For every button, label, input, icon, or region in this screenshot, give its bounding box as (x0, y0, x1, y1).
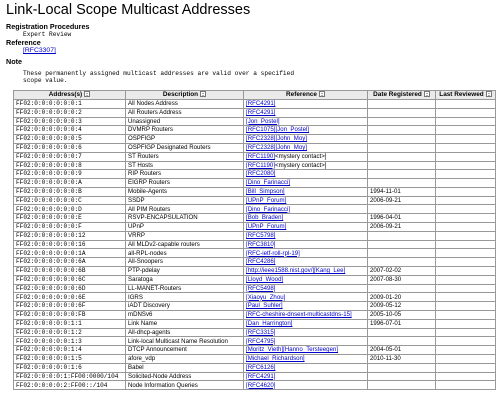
date-registered-cell: 2006-09-21 (368, 223, 436, 232)
reference-cell (244, 363, 368, 372)
table-row (14, 117, 496, 126)
reference-cell (244, 372, 368, 381)
address-cell: FF02:0:0:0:0:0:0:2 (14, 108, 126, 117)
last-reviewed-cell (436, 249, 496, 258)
last-reviewed-cell (436, 337, 496, 346)
address-cell: FF02:0:0:0:0:0:0:5 (14, 135, 126, 144)
table-row (14, 284, 496, 293)
registration-value: Expert Review (23, 31, 72, 39)
description-cell: VRRP (126, 231, 244, 240)
description-cell: All Routers Address (126, 108, 244, 117)
date-registered-cell: 2006-09-21 (368, 196, 436, 205)
address-cell: FF02:0:0:0:0:0:0:6B (14, 267, 126, 276)
table-row (14, 249, 496, 258)
sort-icon[interactable] (200, 91, 206, 97)
reference-link[interactable]: [John_Moy] (275, 144, 307, 151)
description-cell: All Nodes Address (126, 99, 244, 108)
table-row (14, 170, 496, 179)
table-row (14, 187, 496, 196)
reference-cell (244, 249, 368, 258)
reference-link[interactable]: [RFC6126] (246, 363, 276, 371)
note-label: Note (6, 57, 22, 67)
date-registered-cell: 2007-02-02 (368, 267, 436, 276)
registration-label: Registration Procedures (6, 22, 90, 31)
reference-cell (244, 355, 368, 364)
description-cell: ST Routers (126, 152, 244, 161)
description-cell: EIGRP Routers (126, 179, 244, 188)
last-reviewed-cell (436, 99, 496, 108)
reference-link[interactable]: [Dino_Farinacci] (246, 179, 291, 187)
last-reviewed-cell (436, 135, 496, 144)
reference-cell (244, 99, 368, 108)
table-row (14, 267, 496, 276)
address-cell: FF02:0:0:0:0:0:0:16 (14, 240, 126, 249)
table-row (14, 143, 496, 152)
date-registered-cell (368, 117, 436, 126)
reference-link[interactable]: [RFC2080] (246, 170, 276, 178)
last-reviewed-cell (436, 143, 496, 152)
description-cell: iADT Discovery (126, 302, 244, 311)
column-header-date-registered[interactable]: Date Registered (368, 91, 436, 100)
date-registered-cell: 1994-11-01 (368, 187, 436, 196)
last-reviewed-cell (436, 152, 496, 161)
reference-cell (244, 346, 368, 355)
date-registered-cell (368, 381, 436, 390)
address-cell: FF02:0:0:0:0:0:0:1A (14, 249, 126, 258)
reference-cell (244, 258, 368, 267)
reference-link[interactable]: [John_Moy] (275, 135, 307, 143)
reference-cell (244, 126, 368, 135)
table-row (14, 161, 496, 170)
description-cell: LL-MANET-Routers (126, 284, 244, 293)
reference-link[interactable]: [Bill_Simpson] (246, 187, 285, 195)
description-cell: Mobile-Agents (126, 187, 244, 196)
registry-table (13, 90, 496, 390)
table-row (14, 337, 496, 346)
date-registered-cell: 2009-01-20 (368, 293, 436, 302)
last-reviewed-cell (436, 363, 496, 372)
sort-icon[interactable] (84, 91, 90, 97)
last-reviewed-cell (436, 355, 496, 364)
description-cell: All-Snoopers (126, 258, 244, 267)
table-row (14, 311, 496, 320)
column-header-address[interactable]: Address(s) (14, 91, 126, 100)
address-cell: FF02:0:0:0:0:0:1:2 (14, 328, 126, 337)
reference-cell (244, 214, 368, 223)
reference-link[interactable]: [Paul_Suhler] (246, 302, 283, 310)
address-cell: FF02:0:0:0:0:0:0:FB (14, 311, 126, 320)
table-row (14, 372, 496, 381)
column-header-description[interactable]: Description (126, 91, 244, 100)
reference-cell (244, 205, 368, 214)
sort-icon[interactable] (424, 91, 430, 97)
reference-link[interactable]: [Moritz_Vieth] (246, 346, 284, 354)
table-row (14, 275, 496, 284)
column-header-last-reviewed[interactable]: Last Reviewed (436, 91, 496, 100)
reference-link[interactable]: [Kang_Lee] (314, 267, 346, 275)
address-cell: FF02:0:0:0:0:0:0:A (14, 179, 126, 188)
reference-link[interactable]: [http://ieee1588.nist.gov/] (246, 267, 315, 275)
address-cell: FF02:0:0:0:0:0:0:6 (14, 143, 126, 152)
reference-cell (244, 170, 368, 179)
description-cell: All MLDv2-capable routers (126, 240, 244, 249)
description-cell: All-dhcp-agents (126, 328, 244, 337)
last-reviewed-cell (436, 275, 496, 284)
last-reviewed-cell (436, 240, 496, 249)
description-cell: UPnP (126, 223, 244, 232)
reference-cell (244, 196, 368, 205)
note-line-2: scope value. (23, 76, 68, 84)
date-registered-cell: 2005-10-05 (368, 311, 436, 320)
date-registered-cell (368, 284, 436, 293)
reference-cell (244, 337, 368, 346)
date-registered-cell: 1996-04-01 (368, 214, 436, 223)
reference-cell (244, 311, 368, 320)
reference-cell (244, 179, 368, 188)
table-row (14, 205, 496, 214)
reference-link[interactable]: [RFC4291] (246, 372, 276, 380)
description-cell: DTCP Announcement (126, 346, 244, 355)
description-cell: OSPFIGP (126, 135, 244, 144)
reference-link[interactable]: [RFC1190] (246, 152, 276, 160)
table-body (14, 99, 496, 389)
address-cell: FF02:0:0:0:0:0:0:B (14, 187, 126, 196)
last-reviewed-cell (436, 284, 496, 293)
date-registered-cell (368, 161, 436, 170)
last-reviewed-cell (436, 196, 496, 205)
reference-link[interactable]: [RFC4286] (246, 258, 276, 266)
description-cell: afore_vdp (126, 355, 244, 364)
table-row (14, 328, 496, 337)
address-cell: FF02:0:0:0:0:0:0:6D (14, 284, 126, 293)
table-row (14, 135, 496, 144)
table-row (14, 179, 496, 188)
address-cell: FF02:0:0:0:0:0:0:9 (14, 170, 126, 179)
last-reviewed-cell (436, 267, 496, 276)
reference-cell (244, 143, 368, 152)
last-reviewed-cell (436, 214, 496, 223)
last-reviewed-cell (436, 223, 496, 232)
table-row (14, 293, 496, 302)
address-cell: FF02:0:0:0:0:0:0:3 (14, 117, 126, 126)
last-reviewed-cell (436, 258, 496, 267)
date-registered-cell (368, 328, 436, 337)
address-cell: FF02:0:0:0:0:0:1:1 (14, 319, 126, 328)
date-registered-cell (368, 135, 436, 144)
address-cell: FF02:0:0:0:0:0:0:D (14, 205, 126, 214)
description-cell: IGRS (126, 293, 244, 302)
reference-cell (244, 187, 368, 196)
table-row (14, 99, 496, 108)
description-cell: Link Name (126, 319, 244, 328)
last-reviewed-cell (436, 372, 496, 381)
address-cell: FF02:0:0:0:0:0:1:5 (14, 355, 126, 364)
reference-link[interactable]: [RFC-ietf-roll-rpl-19] (246, 249, 300, 257)
sort-icon[interactable] (319, 91, 325, 97)
date-registered-cell: 2009-05-12 (368, 302, 436, 311)
last-reviewed-cell (436, 302, 496, 311)
table-row (14, 223, 496, 232)
last-reviewed-cell (436, 231, 496, 240)
reference-cell (244, 267, 368, 276)
table-row (14, 152, 496, 161)
date-registered-cell: 1996-07-01 (368, 319, 436, 328)
table-row (14, 319, 496, 328)
address-cell: FF02:0:0:0:0:0:1:4 (14, 346, 126, 355)
date-registered-cell (368, 249, 436, 258)
last-reviewed-cell (436, 311, 496, 320)
date-registered-cell: 2004-05-01 (368, 346, 436, 355)
date-registered-cell (368, 258, 436, 267)
sort-icon[interactable] (486, 91, 492, 97)
table-row (14, 355, 496, 364)
description-cell: RSVP-ENCAPSULATION (126, 214, 244, 223)
reference-cell (244, 275, 368, 284)
reference-cell (244, 328, 368, 337)
reference-cell (244, 293, 368, 302)
reference-link[interactable]: [RFC4620] (246, 381, 276, 389)
reference-link[interactable]: [UPnP_Forum] (246, 223, 287, 231)
description-cell: Node Information Queries (126, 381, 244, 390)
reference-link[interactable]: [Xiaoyu_Zhou] (246, 293, 286, 301)
description-cell: PTP-pdelay (126, 267, 244, 276)
reference-cell (244, 135, 368, 144)
address-cell: FF02:0:0:0:0:0:0:12 (14, 231, 126, 240)
reference-link[interactable]: [Dino_Farinacci] (246, 205, 291, 213)
page-title: Link-Local Scope Multicast Addresses (6, 2, 251, 18)
date-registered-cell (368, 337, 436, 346)
date-registered-cell: 2007-08-30 (368, 275, 436, 284)
reference-link[interactable]: [RFC4291] (246, 108, 276, 116)
table-row (14, 363, 496, 372)
reference-link[interactable]: [RFC3307] (23, 47, 56, 55)
last-reviewed-cell (436, 187, 496, 196)
description-cell: RIP Routers (126, 170, 244, 179)
reference-cell (244, 302, 368, 311)
date-registered-cell (368, 179, 436, 188)
reference-label: Reference (6, 37, 41, 47)
reference-link[interactable]: [RFC4795] (246, 337, 276, 345)
address-cell: FF02:0:0:0:0:0:0:6F (14, 302, 126, 311)
reference-cell (244, 231, 368, 240)
address-cell: FF02:0:0:0:0:2:FF00::/104 (14, 381, 126, 390)
last-reviewed-cell (436, 205, 496, 214)
reference-cell (244, 108, 368, 117)
address-cell: FF02:0:0:0:0:0:1:3 (14, 337, 126, 346)
reference-link[interactable]: [RFC1075] (246, 126, 276, 134)
reference-link[interactable]: [RFC-cheshire-dnsext-multicastdns-15] (246, 311, 352, 319)
last-reviewed-cell (436, 170, 496, 179)
column-header-reference[interactable]: Reference (244, 91, 368, 100)
last-reviewed-cell (436, 179, 496, 188)
description-cell: ST Hosts (126, 161, 244, 170)
table-row (14, 346, 496, 355)
date-registered-cell (368, 99, 436, 108)
address-cell: FF02:0:0:0:0:0:1:6 (14, 363, 126, 372)
date-registered-cell (368, 170, 436, 179)
last-reviewed-cell (436, 126, 496, 135)
date-registered-cell: 2010-11-30 (368, 355, 436, 364)
reference-link[interactable]: [RFC5798] (246, 231, 276, 239)
date-registered-cell (368, 108, 436, 117)
date-registered-cell (368, 152, 436, 161)
address-cell: FF02:0:0:0:0:0:0:8 (14, 161, 126, 170)
description-cell: SSDP (126, 196, 244, 205)
table-row (14, 258, 496, 267)
table-row (14, 302, 496, 311)
table-row (14, 108, 496, 117)
table-row (14, 126, 496, 135)
table-header-row (14, 91, 496, 100)
reference-link[interactable]: [Dan_Harrington] (246, 319, 293, 327)
reference-link[interactable]: [RFC4291] (246, 100, 276, 108)
date-registered-cell (368, 363, 436, 372)
reference-link[interactable]: [Michael_Richardson] (246, 355, 305, 363)
address-cell: FF02:0:0:0:0:0:0:4 (14, 126, 126, 135)
description-cell: Saratoga (126, 275, 244, 284)
description-cell: mDNSv6 (126, 311, 244, 320)
date-registered-cell (368, 126, 436, 135)
address-cell: FF02:0:0:0:0:0:0:1 (14, 99, 126, 108)
last-reviewed-cell (436, 346, 496, 355)
description-cell: Solicited-Node Address (126, 372, 244, 381)
last-reviewed-cell (436, 381, 496, 390)
address-cell: FF02:0:0:0:0:0:0:6C (14, 275, 126, 284)
reference-link[interactable]: [RFC1190] (246, 161, 276, 169)
date-registered-cell (368, 143, 436, 152)
reference-contact-text: <mystery contact>] (275, 152, 327, 160)
date-registered-cell (368, 372, 436, 381)
table-row (14, 231, 496, 240)
last-reviewed-cell (436, 161, 496, 170)
description-cell: OSPFIGP Designated Routers (126, 143, 244, 152)
address-cell: FF02:0:0:0:0:0:0:6E (14, 293, 126, 302)
address-cell: FF02:0:0:0:0:0:0:6A (14, 258, 126, 267)
reference-link[interactable]: [Bob_Braden] (246, 214, 284, 222)
reference-contact-text: <mystery contact>] (275, 161, 327, 169)
description-cell: All PIM Routers (126, 205, 244, 214)
reference-link[interactable]: [RFC2328] (246, 144, 276, 151)
last-reviewed-cell (436, 117, 496, 126)
date-registered-cell (368, 231, 436, 240)
last-reviewed-cell (436, 319, 496, 328)
reference-link[interactable]: [RFC5498] (246, 284, 276, 292)
date-registered-cell (368, 240, 436, 249)
reference-link[interactable]: [Jon_Postel] (275, 126, 310, 134)
reference-cell (244, 161, 368, 170)
table-row (14, 381, 496, 390)
description-cell: Babel (126, 363, 244, 372)
reference-link[interactable]: [RFC2328] (246, 135, 276, 143)
address-cell: FF02:0:0:0:0:1:FF00:0000/104 (14, 372, 126, 381)
date-registered-cell (368, 205, 436, 214)
address-cell: FF02:0:0:0:0:0:0:C (14, 196, 126, 205)
address-cell: FF02:0:0:0:0:0:0:E (14, 214, 126, 223)
last-reviewed-cell (436, 328, 496, 337)
address-cell: FF02:0:0:0:0:0:0:7 (14, 152, 126, 161)
table-row (14, 196, 496, 205)
reference-link[interactable]: [Hanno_Tersteegen] (283, 346, 339, 354)
table-row (14, 240, 496, 249)
last-reviewed-cell (436, 108, 496, 117)
note-line-1: These permanently assigned multicast addresses are valid over a specified (23, 69, 295, 77)
description-cell: all-RPL-nodes (126, 249, 244, 258)
reference-link[interactable]: [RFC3810] (246, 240, 276, 248)
description-cell: Link-local Multicast Name Resolution (126, 337, 244, 346)
reference-link[interactable]: [UPnP_Forum] (246, 196, 287, 204)
description-cell: Unassigned (126, 117, 244, 126)
address-cell: FF02:0:0:0:0:0:0:F (14, 223, 126, 232)
reference-link[interactable]: [RFC3315] (246, 328, 276, 336)
note-text (6, 70, 495, 84)
last-reviewed-cell (436, 293, 496, 302)
reference-cell (244, 117, 368, 126)
reference-cell (244, 284, 368, 293)
reference-link[interactable]: [Jon_Postel] (246, 117, 280, 125)
reference-cell (244, 319, 368, 328)
reference-link[interactable]: [Lloyd_Wood] (246, 275, 284, 283)
reference-cell (244, 240, 368, 249)
reference-cell (244, 381, 368, 390)
reference-cell (244, 223, 368, 232)
table-row (14, 214, 496, 223)
description-cell: DVMRP Routers (126, 126, 244, 135)
reference-cell (244, 152, 368, 161)
